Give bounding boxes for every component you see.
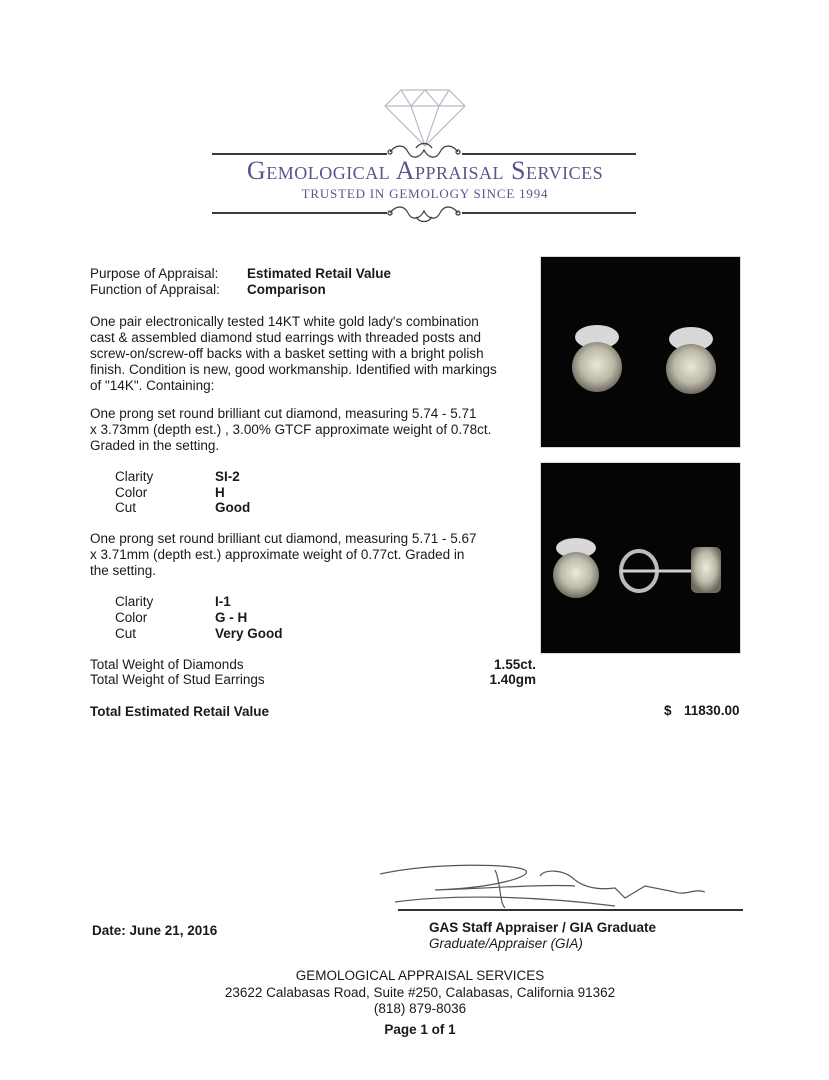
purpose-label: Purpose of Appraisal:: [90, 266, 219, 281]
diamond-2-description: One prong set round brilliant cut diamond, measuring 5.71 - 5.67 x 3.71mm (depth est.) approximate weight of 0.77ct. Graded in the setting.: [90, 531, 477, 578]
brand-tagline: TRUSTED IN GEMOLOGY SINCE 1994: [301, 186, 549, 201]
total-retail-label: Total Estimated Retail Value: [90, 704, 270, 719]
brand-title: Gemological Appraisal Services: [246, 156, 604, 185]
diamond-1-cut-value: Good: [215, 500, 251, 515]
total-earrings-value: 1.40gm: [489, 672, 536, 687]
diamond-2-color-value: G - H: [215, 610, 248, 625]
diamond-1-clarity-value: SI-2: [215, 469, 240, 484]
earrings-photo-side: [540, 462, 741, 654]
total-earrings-label: Total Weight of Stud Earrings: [90, 672, 265, 687]
appraiser-title: GAS Staff Appraiser / GIA Graduate: [429, 920, 657, 935]
diamond-2-cut-value: Very Good: [215, 626, 283, 641]
function-label: Function of Appraisal:: [90, 282, 220, 297]
header-rule-left-bottom: [212, 212, 387, 214]
footer-company: GEMOLOGICAL APPRAISAL SERVICES: [295, 968, 545, 983]
appraiser-subtitle: Graduate/Appraiser (GIA): [429, 936, 583, 951]
diamond-2-color-label: Color: [115, 610, 148, 625]
total-diamonds-label: Total Weight of Diamonds: [90, 657, 244, 672]
earrings-photo-front: [540, 256, 741, 448]
footer-phone: (818) 879-8036: [373, 1001, 467, 1016]
page-number: Page 1 of 1: [384, 1022, 456, 1037]
diamond-icon: [383, 88, 467, 148]
total-diamonds-value: 1.55ct.: [493, 657, 536, 672]
diamond-1-clarity-label: Clarity: [115, 469, 154, 484]
diamond-2-clarity-label: Clarity: [115, 594, 154, 609]
footer-address: 23622 Calabasas Road, Suite #250, Calabasas, California 91362: [224, 985, 616, 1000]
diamond-1-description: One prong set round brilliant cut diamond, measuring 5.74 - 5.71 x 3.73mm (depth est.) , 3.00% GTCF approximate weight of 0.78ct. Graded in the setting.: [90, 406, 492, 453]
header-rule-left-top: [212, 153, 387, 155]
diamond-1-color-label: Color: [115, 485, 148, 500]
signature-line: [398, 909, 743, 911]
diamond-2-clarity-value: I-1: [215, 594, 231, 609]
purpose-value: Estimated Retail Value: [247, 266, 392, 281]
appraisal-date: Date: June 21, 2016: [92, 923, 218, 938]
scroll-ornament-icon: [386, 203, 462, 223]
diamond-2-cut-label: Cut: [115, 626, 137, 641]
header-rule-right-top: [462, 153, 636, 155]
total-retail-currency: $: [664, 703, 672, 718]
item-description: One pair electronically tested 14KT white gold lady's combination cast & assembled diamond stud earrings with threaded posts and screw-on/screw-off backs with a basket setting with a bright polish finish. Condition is new, good workmanship. Identified with markings of "14K". Containing:: [90, 314, 497, 393]
function-value: Comparison: [247, 282, 326, 297]
signature-scribble: [375, 862, 745, 912]
total-retail-value: 11830.00: [684, 703, 740, 718]
diamond-1-cut-label: Cut: [115, 500, 137, 515]
diamond-1-color-value: H: [215, 485, 225, 500]
header-rule-right-bottom: [462, 212, 636, 214]
